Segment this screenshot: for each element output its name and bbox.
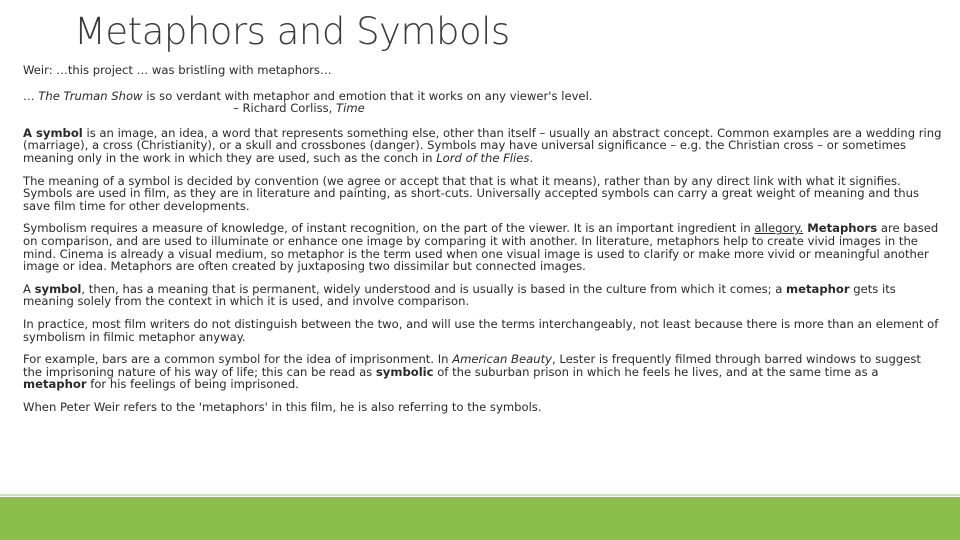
p6-d: for his feelings of being imprisoned. — [86, 377, 299, 392]
paragraph-in-practice: In practice, most film writers do not distinguish between the two, and will use the terms interchangeably, not least because there is more than an element of symbolism in filmic metaphor anyway. — [23, 316, 939, 344]
paragraph-example — [23, 353, 943, 391]
slide-body — [23, 64, 943, 423]
p6-c: of the suburban prison in which he feels he lives, and at the same time as a — [433, 364, 879, 379]
p6-a: For example, bars are a common symbol for the idea of imprisonment. In — [23, 352, 453, 367]
p3-text: Symbolism requires a measure of knowledge, of instant recognition, on the part of the viewer. It is an important ingredient in — [23, 221, 755, 236]
quote-body: is so verdant with metaphor and emotion that it works on any viewer's level. — [142, 88, 593, 103]
quote-prefix: … — [23, 88, 39, 103]
term-metaphors: Metaphors — [803, 221, 878, 236]
slide-title: Metaphors and Symbols — [74, 10, 510, 53]
paragraph-metaphors — [23, 222, 943, 272]
term-symbolic: symbolic — [375, 364, 434, 379]
attribution-author: – Richard Corliss, — [233, 101, 337, 116]
p1-end: . — [529, 150, 534, 165]
term-metaphor-2: metaphor — [23, 377, 87, 392]
corliss-quote — [23, 90, 943, 115]
p3-rest: are based on comparison, and are used to illuminate or enhance one image by comparing it with another. In literature, metaphors help to create vivid images in the mind. Cinema is already a visual medium, so metaphor is the term used when one visual image is used to clarify or make more vivid or meaningful another image or idea. Metaphors are often created by juxtaposing two dissimilar but connected images. — [23, 221, 939, 274]
quote-film-title: The Truman Show — [38, 88, 143, 103]
allegory-link[interactable]: allegory. — [754, 221, 804, 236]
term-symbol: symbol — [34, 281, 82, 296]
footer-divider — [0, 494, 960, 496]
p4-a: A — [23, 281, 35, 296]
p1-text: is an image, an idea, a word that represents something else, other than itself – usually an abstract concept. Common examples are a wedding ring (marriage), a cross (Christianity), or a skull and crossbones (danger). Symbols may have universal significance – e.g. the Christian cross – or sometimes meaning only in the work in which they are used, such as the conch in — [23, 125, 942, 165]
weir-quote: Weir: …this project … was bristling with metaphors… — [23, 63, 332, 77]
corliss-attribution — [23, 102, 943, 115]
p6-film-title: American Beauty — [452, 352, 552, 367]
paragraph-symbol-convention: The meaning of a symbol is decided by convention (we agree or accept that that is what it means), rather than by any direct link with what it signifies. Symbols are used in film, as they are in literature and painting, as short-cuts. Universally accepted symbols can carry a great weight of meaning and thus save film time for other developments. — [23, 173, 920, 213]
paragraph-weir-conclusion: When Peter Weir refers to the 'metaphors' in this film, he is also referring to the symbols. — [23, 399, 542, 414]
footer-bar — [0, 497, 960, 540]
corliss-quote-text — [23, 90, 943, 103]
attribution-source: Time — [336, 101, 365, 116]
p4-c: gets its meaning solely from the context in which it is used, and involve comparison. — [23, 281, 896, 309]
p6-b: , Lester is frequently filmed through barred windows to suggest the imprisoning nature of his way of life; this can be read as — [23, 352, 921, 379]
term-a-symbol: A symbol — [23, 125, 83, 140]
p4-b: , then, has a meaning that is permanent, widely understood and is usually is based in the culture from which it comes; a — [81, 281, 787, 296]
term-metaphor: metaphor — [786, 281, 850, 296]
paragraph-symbol-definition — [23, 127, 943, 165]
p1-book-title: Lord of the Flies — [436, 150, 530, 165]
paragraph-symbol-vs-metaphor — [23, 283, 943, 308]
